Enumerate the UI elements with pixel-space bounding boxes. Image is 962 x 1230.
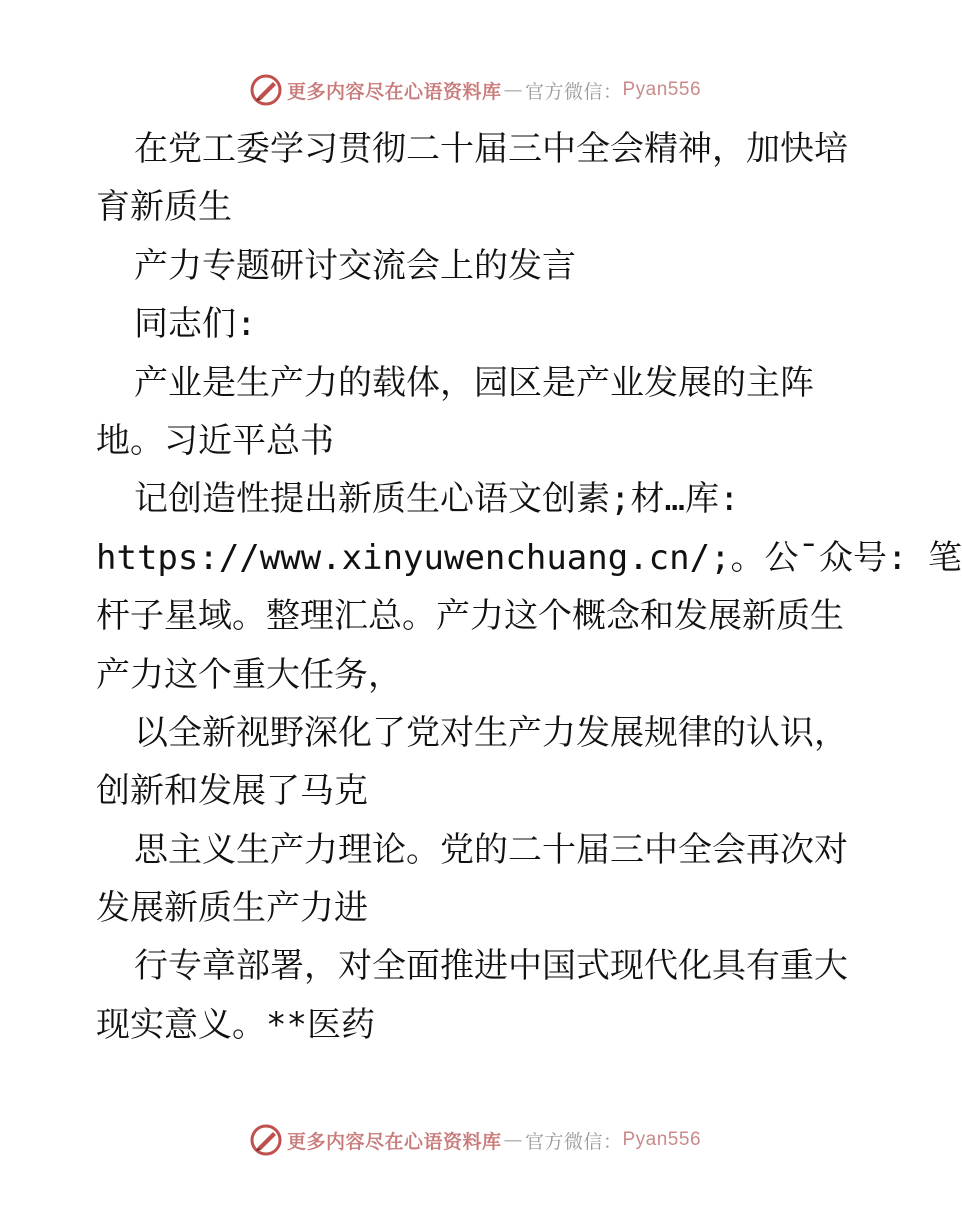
text-line: 产力这个重大任务， xyxy=(96,654,402,695)
text-line: 地。习近平总书 xyxy=(96,420,334,461)
text-line: 同志们: xyxy=(134,304,257,345)
watermark-separator: — xyxy=(503,79,523,101)
text-line: https://www.xinyuwenchuang.cn/;。公¯众号: 笔 xyxy=(96,537,962,578)
text-line: 杆子星域。整理汇总。产力这个概念和发展新质生 xyxy=(96,596,844,637)
watermark-wechat-label: 官方微信： xyxy=(524,1130,623,1153)
watermark-wechat-id: Pyan556 xyxy=(622,1129,702,1150)
red-pen-circle-logo-icon xyxy=(249,73,283,107)
text-line: 现实意义。**医药 xyxy=(96,1004,375,1045)
header-watermark xyxy=(0,70,950,110)
text-line: 思主义生产力理论。党的二十届三中全会再次对 xyxy=(134,829,848,870)
document-body xyxy=(96,120,962,1054)
watermark-separator: — xyxy=(503,1129,523,1151)
watermark-wechat-label: 官方微信： xyxy=(524,80,623,103)
footer-watermark xyxy=(0,1120,950,1160)
text-line: 行专章部署，对全面推进中国式现代化具有重大 xyxy=(134,946,848,987)
text-line: 产力专题研讨交流会上的发言 xyxy=(134,245,576,286)
red-pen-circle-logo-icon xyxy=(249,1123,283,1157)
text-line: 育新质生 xyxy=(96,187,232,228)
text-line: 发展新质生产力进 xyxy=(96,888,368,929)
text-line: 在党工委学习贯彻二十届三中全会精神，加快培 xyxy=(134,129,848,169)
watermark-wechat-id: Pyan556 xyxy=(622,79,702,100)
text-line: 产业是生产力的载体，园区是产业发展的主阵 xyxy=(134,362,814,403)
text-line: 创新和发展了马克 xyxy=(96,771,368,812)
watermark-brand: 更多内容尽在心语资料库 xyxy=(286,80,502,103)
text-line: 记创造性提出新质生心语文创素;材…库: xyxy=(134,479,740,520)
watermark-brand: 更多内容尽在心语资料库 xyxy=(286,1130,502,1153)
text-line: 以全新视野深化了党对生产力发展规律的认识， xyxy=(134,712,848,753)
